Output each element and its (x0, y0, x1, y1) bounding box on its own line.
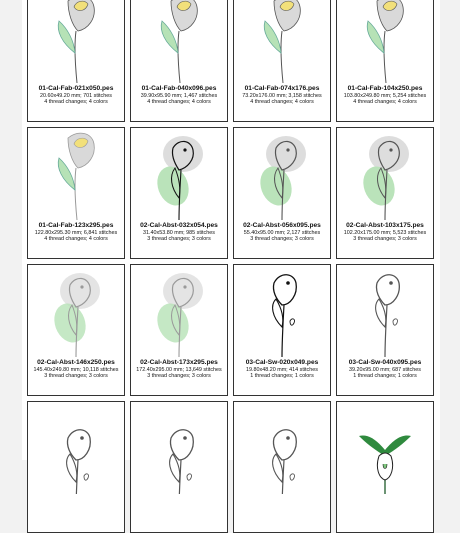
flower-design-thumbnail (28, 0, 124, 83)
design-filename: 01-Cal-Fab-040x096.pes (141, 85, 217, 92)
design-card (130, 401, 228, 533)
design-thread-info: 4 thread changes; 4 colors (44, 98, 108, 105)
design-card (233, 127, 331, 259)
design-meta (131, 359, 227, 379)
flower-design-thumbnail (234, 402, 330, 494)
design-filename: 03-Cal-Sw-040x095.pes (348, 359, 422, 366)
design-thread-info: 3 thread changes; 3 colors (353, 235, 417, 242)
flower-design-thumbnail (28, 402, 124, 494)
design-thread-info: 4 thread changes; 4 colors (250, 98, 314, 105)
design-meta (28, 222, 124, 242)
design-meta (234, 85, 330, 105)
design-filename: 02-Cal-Abst-103x175.pes (346, 222, 424, 229)
design-thread-info: 1 thread changes; 1 colors (250, 372, 314, 379)
design-card (233, 401, 331, 533)
design-meta (337, 85, 433, 105)
design-filename: 03-Cal-Sw-020x049.pes (245, 359, 319, 366)
design-dimensions: 20.60x49.20 mm; 701 stitches (40, 92, 112, 99)
design-card (336, 0, 434, 122)
design-filename: 01-Cal-Fab-123x295.pes (38, 222, 114, 229)
design-dimensions: 39.20x95.00 mm; 687 stitches (349, 366, 421, 373)
design-meta (131, 85, 227, 105)
design-meta (28, 85, 124, 105)
design-filename: 02-Cal-Abst-032x054.pes (140, 222, 218, 229)
design-meta (234, 222, 330, 242)
catalog-page (22, 0, 440, 460)
design-card (130, 0, 228, 122)
flower-design-thumbnail (337, 0, 433, 83)
design-thread-info: 4 thread changes; 4 colors (44, 235, 108, 242)
flower-design-thumbnail (131, 265, 227, 357)
design-dimensions: 19.80x48.20 mm; 414 stitches (246, 366, 318, 373)
flower-design-thumbnail (234, 265, 330, 357)
design-dimensions: 31.40x53.80 mm; 985 stitches (143, 229, 215, 236)
design-card (27, 127, 125, 259)
design-dimensions: 172.40x295.00 mm; 13,649 stitches (136, 366, 222, 373)
design-grid (27, 0, 434, 533)
flower-design-thumbnail (28, 128, 124, 220)
design-thread-info: 3 thread changes; 3 colors (147, 372, 211, 379)
design-card (130, 264, 228, 396)
flower-design-thumbnail (234, 128, 330, 220)
design-card (233, 0, 331, 122)
design-card (27, 0, 125, 122)
design-meta (234, 359, 330, 379)
design-meta (131, 222, 227, 242)
design-filename: 02-Cal-Abst-056x095.pes (243, 222, 321, 229)
design-card (336, 127, 434, 259)
design-thread-info: 4 thread changes; 4 colors (353, 98, 417, 105)
design-thread-info: 1 thread changes; 1 colors (353, 372, 417, 379)
design-dimensions: 39.90x95.90 mm; 1,467 stitches (140, 92, 218, 99)
design-card (233, 264, 331, 396)
flower-design-thumbnail (337, 128, 433, 220)
design-thread-info: 3 thread changes; 3 colors (44, 372, 108, 379)
flower-design-thumbnail (131, 0, 227, 83)
design-dimensions: 145.40x249.80 mm; 10,118 stitches (33, 366, 119, 373)
flower-design-thumbnail (131, 128, 227, 220)
design-card (336, 264, 434, 396)
design-meta (337, 359, 433, 379)
design-card (336, 401, 434, 533)
flower-design-thumbnail (234, 0, 330, 83)
design-thread-info: 3 thread changes; 3 colors (147, 235, 211, 242)
design-filename: 01-Cal-Fab-104x250.pes (347, 85, 423, 92)
design-filename: 02-Cal-Abst-146x250.pes (37, 359, 115, 366)
design-card (27, 401, 125, 533)
design-filename: 01-Cal-Fab-021x050.pes (38, 85, 114, 92)
design-filename: 02-Cal-Abst-173x295.pes (140, 359, 218, 366)
flower-design-thumbnail (337, 265, 433, 357)
design-card (130, 127, 228, 259)
design-filename: 01-Cal-Fab-074x176.pes (244, 85, 320, 92)
design-card (27, 264, 125, 396)
design-meta (28, 359, 124, 379)
flower-design-thumbnail (131, 402, 227, 494)
flower-design-thumbnail (337, 402, 433, 494)
design-meta (337, 222, 433, 242)
design-dimensions: 103.80x249.80 mm; 5,254 stitches (343, 92, 427, 99)
design-dimensions: 122.80x295.30 mm; 6,841 stitches (34, 229, 118, 236)
design-thread-info: 4 thread changes; 4 colors (147, 98, 211, 105)
flower-design-thumbnail (28, 265, 124, 357)
design-dimensions: 102.20x175.00 mm; 5,523 stitches (343, 229, 427, 236)
design-thread-info: 3 thread changes; 3 colors (250, 235, 314, 242)
design-dimensions: 73.20x176.00 mm; 3,158 stitches (242, 92, 322, 99)
design-dimensions: 55.40x95.00 mm; 2,127 stitches (243, 229, 321, 236)
